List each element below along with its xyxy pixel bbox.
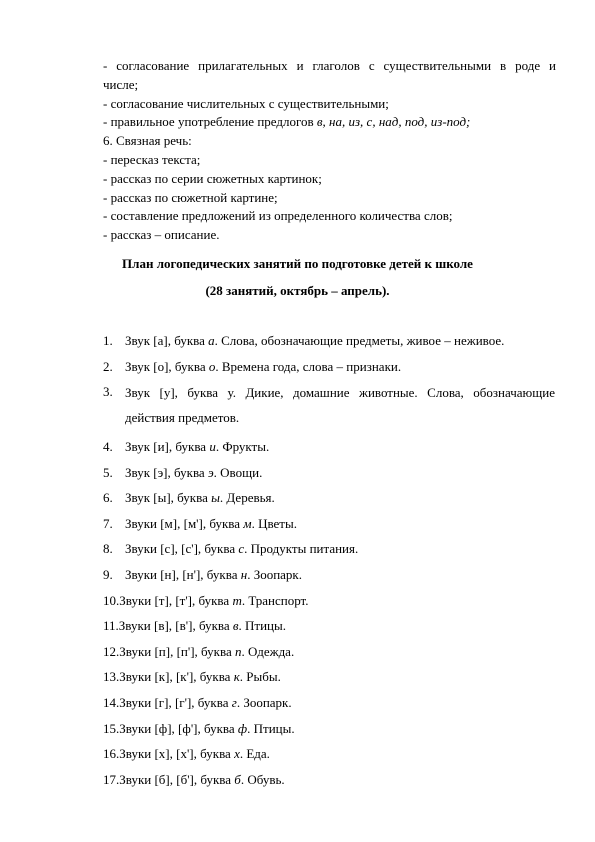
lesson-item xyxy=(103,464,555,482)
lesson-item xyxy=(103,383,555,430)
list-item: - рассказ по серии сюжетных картинок; xyxy=(103,170,322,186)
list-item xyxy=(103,113,556,132)
text-segment: . Продукты питания. xyxy=(244,541,359,557)
letter-italic: а xyxy=(208,333,215,348)
lesson-number: 5. xyxy=(103,464,113,480)
text-segment: . Слова, обозначающие предметы, живое – неживое. xyxy=(214,333,505,348)
lesson-text xyxy=(119,668,555,686)
text-segment: . Птицы. xyxy=(247,720,295,736)
lesson-text xyxy=(125,438,555,456)
lesson-number: 16. xyxy=(103,746,120,762)
lesson-text xyxy=(125,332,555,350)
lesson-item xyxy=(103,771,555,789)
plan-subtitle: (28 занятий, октябрь – апрель). xyxy=(205,283,390,298)
lesson-item xyxy=(103,540,555,558)
lesson-item xyxy=(103,592,555,610)
list-item: - рассказ по сюжетной картине; xyxy=(103,189,278,205)
lesson-number: 3. xyxy=(103,384,113,400)
text-segment: - правильное употребление предлогов xyxy=(103,114,317,130)
text-segment: Звуки [х], [х'], буква xyxy=(119,746,235,762)
letter-italic: х xyxy=(234,746,240,762)
text-segment: Звуки [т], [т'], буква xyxy=(119,592,233,608)
letter-italic: ы xyxy=(211,490,220,506)
lesson-item xyxy=(103,668,555,686)
text-segment: . Зоопарк. xyxy=(236,695,292,711)
letter-italic: т xyxy=(232,592,242,608)
letter-italic: м xyxy=(243,515,252,531)
letter-italic: ф xyxy=(237,720,248,736)
text-segment: Звуки [в], [в'], буква xyxy=(118,618,233,634)
list-item: - составление предложений из определенного количества слов; xyxy=(103,208,453,224)
text-segment: Звуки [к], [к'], буква xyxy=(119,669,234,685)
plan-title: План логопедических занятий по подготовке детей к школе xyxy=(122,256,473,271)
text-segment: . Времена года, слова – признаки. xyxy=(215,358,402,374)
text-segment: . Обувь. xyxy=(240,771,285,787)
lesson-item xyxy=(103,515,555,533)
speech-skills-list xyxy=(103,57,556,245)
lesson-number: 13. xyxy=(103,669,120,685)
text-segment: Звуки [с], [с'], буква xyxy=(125,541,239,557)
lesson-number: 2. xyxy=(103,358,113,374)
lesson-number: 6. xyxy=(103,490,113,506)
lesson-number: 12. xyxy=(103,643,120,659)
text-segment: Звуки [б], [б'], буква xyxy=(119,771,235,787)
text-segment: . Цветы. xyxy=(251,515,297,531)
lesson-text xyxy=(125,566,555,584)
text-segment: . Овощи. xyxy=(213,464,263,480)
letter-italic: б xyxy=(234,771,241,787)
lesson-item xyxy=(103,489,555,507)
letter-italic: н xyxy=(240,567,248,583)
lesson-number: 8. xyxy=(103,541,113,557)
letter-italic: г xyxy=(231,695,237,711)
lesson-text xyxy=(119,592,555,610)
list-item: - рассказ – описание. xyxy=(103,227,220,243)
text-segment: Звуки [н], [н'], буква xyxy=(125,567,241,583)
lesson-text xyxy=(125,464,555,482)
text-segment: Звук [а], буква xyxy=(125,333,209,348)
lesson-number: 15. xyxy=(103,720,120,736)
text-segment: Звук [ы], буква xyxy=(125,490,212,506)
lesson-text xyxy=(125,515,555,533)
lesson-number: 9. xyxy=(103,567,113,583)
lesson-text xyxy=(119,771,555,789)
lesson-number: 7. xyxy=(103,515,113,531)
text-segment: . Одежда. xyxy=(241,643,295,659)
lesson-number: 14. xyxy=(103,695,120,711)
lesson-item xyxy=(103,694,555,712)
lesson-item xyxy=(103,720,555,738)
lesson-text xyxy=(119,720,555,738)
list-item: - пересказ текста; xyxy=(103,151,201,167)
text-segment: Звуки [м], [м'], буква xyxy=(125,515,244,531)
list-item: - согласование числительных с существительными; xyxy=(103,95,389,111)
lesson-number: 17. xyxy=(103,771,120,787)
letter-italic: с xyxy=(238,541,245,557)
lesson-number: 4. xyxy=(103,439,113,455)
lesson-text xyxy=(125,489,555,507)
lesson-text xyxy=(119,643,555,661)
text-segment: . Рыбы. xyxy=(239,669,281,685)
text-segment: Звуки [г], [г'], буква xyxy=(119,695,232,711)
text-segment: . Деревья. xyxy=(219,490,275,506)
text-segment: . Фрукты. xyxy=(215,439,270,455)
letter-italic: о xyxy=(208,358,216,374)
lesson-text xyxy=(119,745,555,763)
lesson-item xyxy=(103,332,555,350)
prepositions-italic: в, на, из, с, над, под, из-под; xyxy=(316,114,471,130)
text-segment: Звуки [п], [п'], буква xyxy=(119,643,235,659)
lesson-number: 1. xyxy=(103,333,113,348)
lesson-item xyxy=(103,617,555,635)
text-segment: . Еда. xyxy=(239,746,270,762)
lesson-number: 11. xyxy=(103,618,119,634)
letter-italic: к xyxy=(233,669,240,685)
lesson-text xyxy=(125,358,555,376)
lesson-text xyxy=(119,694,555,712)
text-segment: Звук [и], буква xyxy=(125,439,210,455)
text-segment: Звук [о], буква xyxy=(125,358,209,374)
lesson-text xyxy=(125,380,555,431)
lesson-text xyxy=(119,617,555,635)
lesson-number: 10. xyxy=(103,592,120,608)
letter-italic: в xyxy=(232,618,239,634)
text-segment: . Зоопарк. xyxy=(247,567,302,583)
lesson-item xyxy=(103,745,555,763)
list-item: числе; xyxy=(103,76,139,92)
section-heading: 6. Связная речь: xyxy=(103,133,192,149)
text-segment: действия предметов. xyxy=(125,410,240,425)
lesson-item xyxy=(103,643,555,661)
lesson-item xyxy=(103,438,555,456)
lesson-list xyxy=(103,332,555,796)
text-segment: Звук [у], буква у. Дикие, домашние животные. Слова, обозначающие xyxy=(125,384,555,400)
text-segment: . Транспорт. xyxy=(241,592,309,608)
text-segment: Звуки [ф], [ф'], буква xyxy=(119,720,238,736)
text-segment: . Птицы. xyxy=(238,618,286,634)
text-segment: Звук [э], буква xyxy=(125,464,208,480)
lesson-item xyxy=(103,566,555,584)
letter-italic: и xyxy=(209,439,216,455)
lesson-item xyxy=(103,358,555,376)
letter-italic: п xyxy=(234,643,242,659)
letter-italic: э xyxy=(207,464,214,480)
list-item: - согласование прилагательных и глаголов с существительными в роде и xyxy=(103,58,556,73)
lesson-text xyxy=(125,540,555,558)
